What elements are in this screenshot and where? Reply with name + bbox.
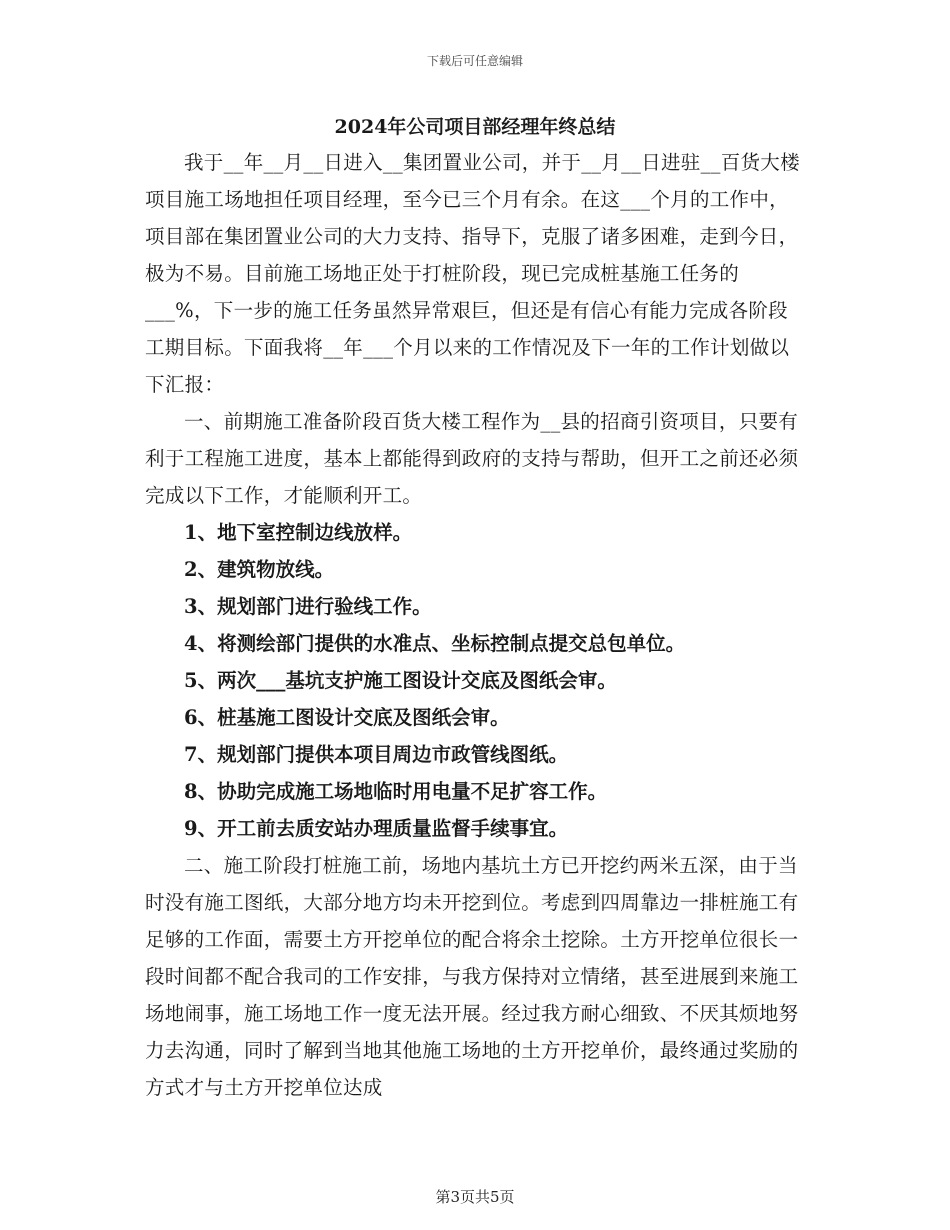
list-item: 8、协助完成施工场地临时用电量不足扩容工作。 [184, 780, 608, 803]
page-header: 下载后可任意编辑 [426, 54, 523, 68]
document-title: 2024年公司项目部经理年终总结 [334, 116, 616, 138]
list-item: 4、将测绘部门提供的水准点、坐标控制点提交总包单位。 [184, 632, 686, 655]
section-two-paragraph: 二、施工阶段打桩施工前，场地内基坑土方已开挖约两米五深，由于当时没有施工图纸，大部分地方均未开挖到位。考虑到四周靠边一排桩施工有足够的工作面，需要土方开挖单位的配合将余土挖除。土方开挖单位很长一段时间都不配合我司的工作安排，与我方保持对立情绪，甚至进展到来施工场地闹事，施工场地工作一度无法开展。经过我方耐心细致、不厌其烦地努力去沟通，同时了解到当地其他施工场地的土方开挖单价，最终通过奖励的方式才与土方开挖单位达成 [145, 854, 799, 1099]
intro-paragraph: 我于__年__月__日进入__集团置业公司，并于__月__日进驻__百货大楼项目施工场地担任项目经理，至今已三个月有余。在这___个月的工作中，项目部在集团置业公司的大力支持、指导下，克服了诸多困难，走到今日，极为不易。目前施工场地正处于打桩阶段，现已完成桩基施工任务的___%，下一步的施工任务虽然异常艰巨，但还是有信心有能力完成各阶段工期目标。下面我将__年___个月以来的工作情况及下一年的工作计划做以下汇报： [145, 151, 800, 396]
section-one-paragraph: 一、前期施工准备阶段百货大楼工程作为__县的招商引资项目，只要有利于工程施工进度，基本上都能得到政府的支持与帮助，但开工之前还必须完成以下工作，才能顺利开工。 [145, 410, 799, 507]
list-item: 7、规划部门提供本项目周边市政管线图纸。 [184, 743, 569, 766]
document-body [145, 110, 805, 1106]
list-item: 1、地下室控制边线放样。 [184, 521, 413, 544]
preparation-task-list [145, 514, 805, 847]
list-item: 2、建筑物放线。 [184, 558, 335, 581]
list-item: 3、规划部门进行验线工作。 [184, 595, 432, 618]
list-item: 5、两次___基坑支护施工图设计交底及图纸会审。 [184, 669, 617, 692]
page-footer: 第3页共5页 [435, 1188, 515, 1206]
list-item: 6、桩基施工图设计交底及图纸会审。 [184, 706, 510, 729]
list-item: 9、开工前去质安站办理质量监督手续事宜。 [184, 817, 569, 840]
